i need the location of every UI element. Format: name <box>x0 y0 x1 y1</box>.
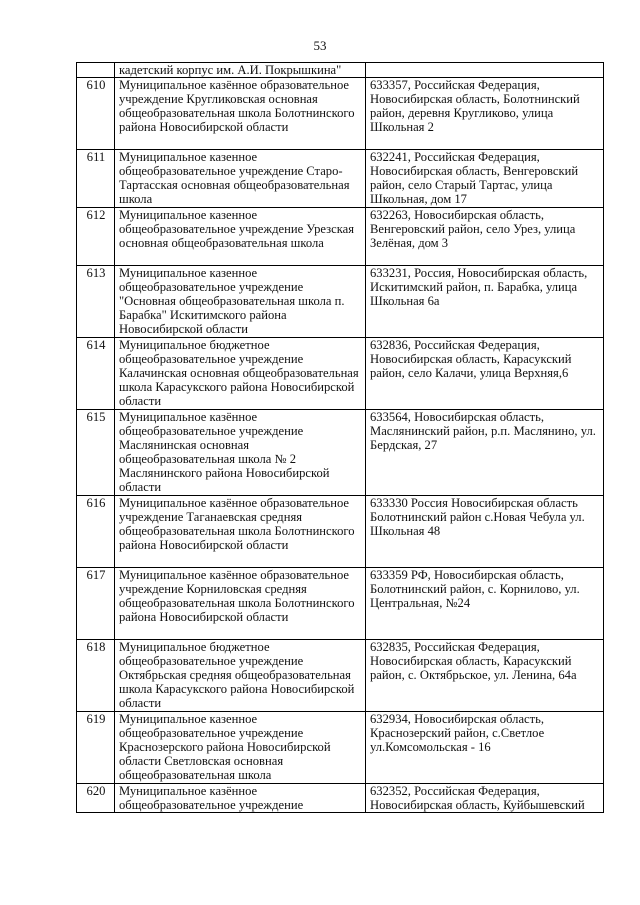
institution-address: 632263, Новосибирская область, Венгеровский район, село Урез, улица Зелёная, дом 3 <box>366 208 604 266</box>
table-row <box>77 712 604 784</box>
institution-address <box>366 63 604 78</box>
institution-name: Муниципальное казенное общеобразовательное учреждение Краснозерского района Новосибирской области Светловская основная общеобразовательная школа <box>115 712 366 784</box>
institution-address: 632835, Российская Федерация, Новосибирская область, Карасукский район, с. Октябрьское, ул. Ленина, 64а <box>366 640 604 712</box>
institution-address: 633357, Российская Федерация, Новосибирская область, Болотнинский район, деревня Кругликово, улица Школьная 2 <box>366 78 604 150</box>
institution-address: 633564, Новосибирская область, Маслянинский район, р.п. Маслянино, ул. Бердская, 27 <box>366 410 604 496</box>
institution-address: 632836, Российская Федерация, Новосибирская область, Карасукский район, село Калачи, улица Верхняя,6 <box>366 338 604 410</box>
row-number: 618 <box>77 640 115 712</box>
institution-name: Муниципальное бюджетное общеобразовательное учреждение Октябрьская средняя общеобразовательная школа Карасукского района Новосибирской области <box>115 640 366 712</box>
institution-name: Муниципальное казённое общеобразовательное учреждение <box>115 784 366 813</box>
institution-name: Муниципальное казённое общеобразовательное учреждение Маслянинская основная общеобразовательная школа № 2 Маслянинского района Новосибирской области <box>115 410 366 496</box>
table-row <box>77 338 604 410</box>
table-row <box>77 496 604 568</box>
table-row <box>77 784 604 813</box>
institution-name: Муниципальное казенное общеобразовательное учреждение "Основная общеобразовательная школа п. Барабка" Искитимского района Новосибирской области <box>115 266 366 338</box>
institution-name: Муниципальное казенное общеобразовательное учреждение Урезская основная общеобразовательная школа <box>115 208 366 266</box>
institution-name: Муниципальное казённое образовательное учреждение Корниловская средняя общеобразовательная школа Болотнинского района Новосибирской области <box>115 568 366 640</box>
institution-name: Муниципальное бюджетное общеобразовательное учреждение Калачинская основная общеобразовательная школа Карасукского района Новосибирской области <box>115 338 366 410</box>
row-number: 619 <box>77 712 115 784</box>
institution-name: кадетский корпус им. А.И. Покрышкина" <box>115 63 366 78</box>
table-row <box>77 568 604 640</box>
table-row <box>77 410 604 496</box>
row-number: 620 <box>77 784 115 813</box>
institution-address: 632934, Новосибирская область, Краснозерский район, с.Светлое ул.Комсомольская - 16 <box>366 712 604 784</box>
table-row <box>77 266 604 338</box>
institution-address: 632352, Российская Федерация, Новосибирская область, Куйбышевский <box>366 784 604 813</box>
table-row <box>77 208 604 266</box>
table-row <box>77 640 604 712</box>
institution-address: 633359 РФ, Новосибирская область, Болотнинский район, с. Корнилово, ул. Центральная, №24 <box>366 568 604 640</box>
row-number: 611 <box>77 150 115 208</box>
row-number: 614 <box>77 338 115 410</box>
schools-table <box>76 62 604 813</box>
institution-name: Муниципальное казенное общеобразовательное учреждение Старо-Тартасская основная общеобразовательная школа <box>115 150 366 208</box>
table-row <box>77 150 604 208</box>
row-number: 613 <box>77 266 115 338</box>
institution-address: 633231, Россия, Новосибирская область, Искитимский район, п. Барабка, улица Школьная 6а <box>366 266 604 338</box>
row-number: 612 <box>77 208 115 266</box>
row-number: 610 <box>77 78 115 150</box>
table-row <box>77 78 604 150</box>
row-number: 616 <box>77 496 115 568</box>
row-number: 615 <box>77 410 115 496</box>
table-row <box>77 63 604 78</box>
institution-address: 632241, Российская Федерация, Новосибирская область, Венгеровский район, село Старый Тартас, улица Школьная, дом 17 <box>366 150 604 208</box>
institution-name: Муниципальное казённое образовательное учреждение Кругликовская основная общеобразовательная школа Болотнинского района Новосибирской области <box>115 78 366 150</box>
row-number <box>77 63 115 78</box>
institution-address: 633330 Россия Новосибирская область Болотнинский район с.Новая Чебула ул. Школьная 48 <box>366 496 604 568</box>
institution-name: Муниципальное казённое образовательное учреждение Таганаевская средняя общеобразовательная школа Болотнинского района Новосибирской области <box>115 496 366 568</box>
page-number: 53 <box>313 38 327 53</box>
row-number: 617 <box>77 568 115 640</box>
